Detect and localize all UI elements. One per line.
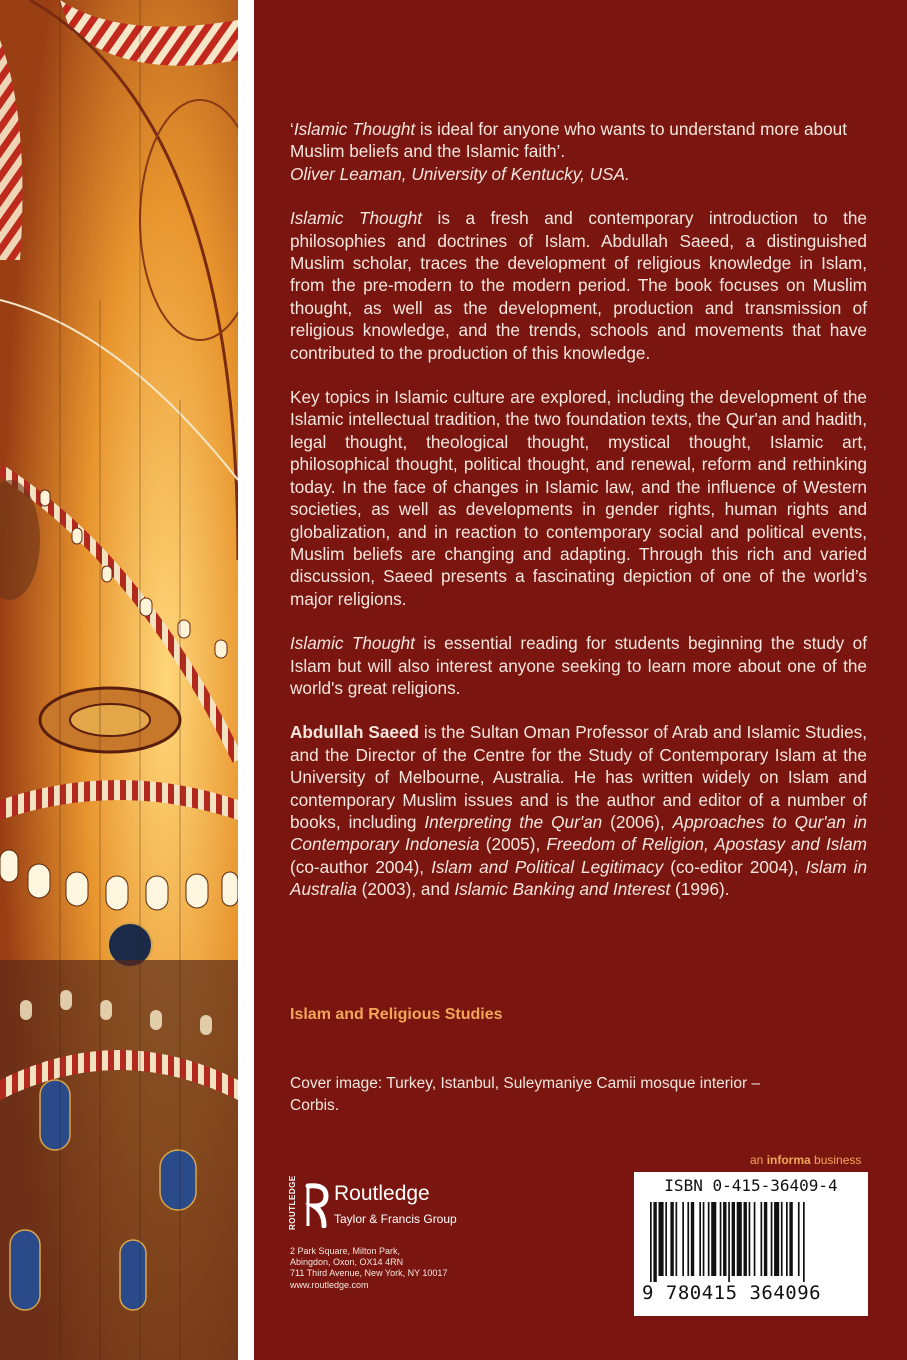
publisher-name: Routledge (334, 1182, 430, 1205)
quote-attribution: Oliver Leaman, University of Kentucky, USA. (290, 163, 630, 184)
description-paragraph-2 (290, 386, 867, 610)
bio-text-3: (2005), (479, 834, 547, 855)
barcode-bar (676, 1202, 678, 1276)
routledge-logo-icon (302, 1182, 330, 1228)
barcode-icon (650, 1202, 852, 1282)
barcode-bar (761, 1202, 763, 1276)
barcode-bar (711, 1202, 716, 1276)
barcode-bar (774, 1202, 779, 1276)
publisher-group: Taylor & Francis Group (334, 1212, 457, 1226)
barcode-bar (699, 1202, 701, 1276)
barcode-bar (653, 1202, 656, 1282)
bio-text-4: (co-author 2004), (290, 856, 432, 877)
barcode-bar (803, 1202, 805, 1282)
bio-text-1: is the Sultan Oman Professor of Arab and Islamic Studies, and the Director of the Centre for the Study of Contemporary Islam at the University of Melbourne, Australia. He has written widely on Islam and contemporary Muslim issues and is the author and editor of a number of books, including (290, 722, 868, 832)
informa-brand: informa (766, 1153, 811, 1167)
barcode-bar (764, 1202, 767, 1276)
publisher-address (290, 1246, 447, 1291)
series-label: Islam and Religious Studies (290, 1006, 503, 1023)
isbn-barcode-box (634, 1172, 868, 1316)
bio-book-4: Islam and Political Legitimacy (431, 856, 664, 877)
barcode-bar (691, 1202, 694, 1276)
endorsement-quote (290, 118, 867, 185)
barcode-bar (732, 1202, 735, 1276)
cover-image-credit: Cover image: Turkey, Istanbul, Suleymaniye Camii mosque interior – Corbis. (290, 1075, 761, 1114)
address-line: 2 Park Square, Milton Park, (290, 1246, 401, 1256)
barcode-bar (659, 1202, 664, 1276)
barcode-bar (749, 1202, 751, 1276)
barcode-bar (665, 1202, 667, 1276)
barcode-bar (754, 1202, 756, 1276)
barcode-bar (703, 1202, 705, 1276)
bio-text-7: (1996). (670, 879, 730, 900)
bio-book-5: Islam in Australia (290, 856, 868, 900)
bio-book-6: Islamic Banking and Interest (454, 879, 671, 900)
para1-text: is a fresh and contemporary introduction to the philosophies and doctrines of Islam. Abdullah Saeed, a distinguished Muslim scholar, traces the development of religious knowledge in Islam, from the pre-modern to the modern period. The book focuses on Muslim thought, as well as the development, production and transmission of religious knowledge, and the trends, schools and movements that have contributed to the production of this knowledge. (290, 208, 867, 363)
para2-text: Key topics in Islamic culture are explored, including the development of the Islamic intellectual tradition, the two foundation texts, the Qur'an and hadith, legal thought, theological thought, mystical thought, Islamic art, philosophical thought, political thought, and renewal, reform and rethinking today. In the face of changes in Islamic law, and the influence of Western societies, as well as developments in gender rights, human rights and globalization, and in reaction to contemporary social and political events, Muslim beliefs are changing and adapting. Through this rich and varied discussion, Saeed presents a fascinating depiction of one of the world’s major religions. (290, 387, 867, 609)
description-paragraph-1 (290, 207, 867, 364)
blurb-column (290, 118, 867, 923)
isbn-label: ISBN 0-415-36409-4 (664, 1176, 838, 1195)
author-name: Abdullah Saeed (290, 722, 420, 743)
quote-text: is ideal for anyone who wants to understand more about Muslim beliefs and the Islamic faith’. (290, 119, 848, 162)
address-line: 711 Third Avenue, New York, NY 10017 (290, 1268, 448, 1279)
publisher-vertical-label: ROUTLEDGE (288, 1175, 297, 1230)
informa-prefix: an (750, 1153, 767, 1167)
address-line: Abingdon, Oxon, OX14 4RN (290, 1257, 404, 1268)
barcode-bar (781, 1202, 783, 1276)
para3-book-title: Islamic Thought (290, 633, 415, 654)
quote-book-title: Islamic Thought (293, 119, 416, 139)
barcode-bar (737, 1202, 742, 1276)
quote-open-mark: ‘ (290, 119, 294, 139)
bio-book-2: Approaches to Qur'an in Contemporary Indonesia (290, 811, 867, 855)
bio-text-6: (2003), and (356, 879, 455, 900)
bio-text-5: (co-editor 2004), (663, 856, 806, 877)
barcode-bar (798, 1202, 800, 1276)
barcode-bar (789, 1202, 792, 1276)
barcode-bar (708, 1202, 710, 1276)
barcode-bar (744, 1202, 747, 1276)
white-spine-strip (238, 0, 254, 1360)
cover-photo (0, 0, 238, 1360)
publisher-website: www.routledge.com (290, 1279, 369, 1290)
bio-book-3: Freedom of Religion, Apostasy and Islam (546, 834, 868, 855)
para1-book-title: Islamic Thought (290, 208, 423, 229)
barcode-bar (720, 1202, 722, 1276)
para3-text: is essential reading for students beginning the study of Islam but will also interest anyone seeking to learn more about one of the world's great religions. (290, 633, 867, 698)
barcode-bar (728, 1202, 730, 1282)
bio-book-1: Interpreting the Qur'an (424, 811, 603, 832)
barcode-bar (682, 1202, 684, 1276)
informa-suffix: business (810, 1153, 862, 1167)
bio-text-2: (2006), (602, 811, 673, 832)
mosque-interior-illustration (0, 0, 238, 1360)
barcode-bar (687, 1202, 689, 1276)
informa-tagline (750, 1153, 861, 1167)
barcode-bar (650, 1202, 652, 1282)
barcode-bar (771, 1202, 773, 1276)
author-bio (290, 721, 867, 900)
barcode-bar (670, 1202, 673, 1276)
description-paragraph-3 (290, 632, 867, 699)
publisher-block (288, 1175, 518, 1238)
barcode-bar (723, 1202, 726, 1276)
ean-number: 9 780415 364096 (642, 1282, 822, 1304)
barcode-bar (786, 1202, 788, 1276)
